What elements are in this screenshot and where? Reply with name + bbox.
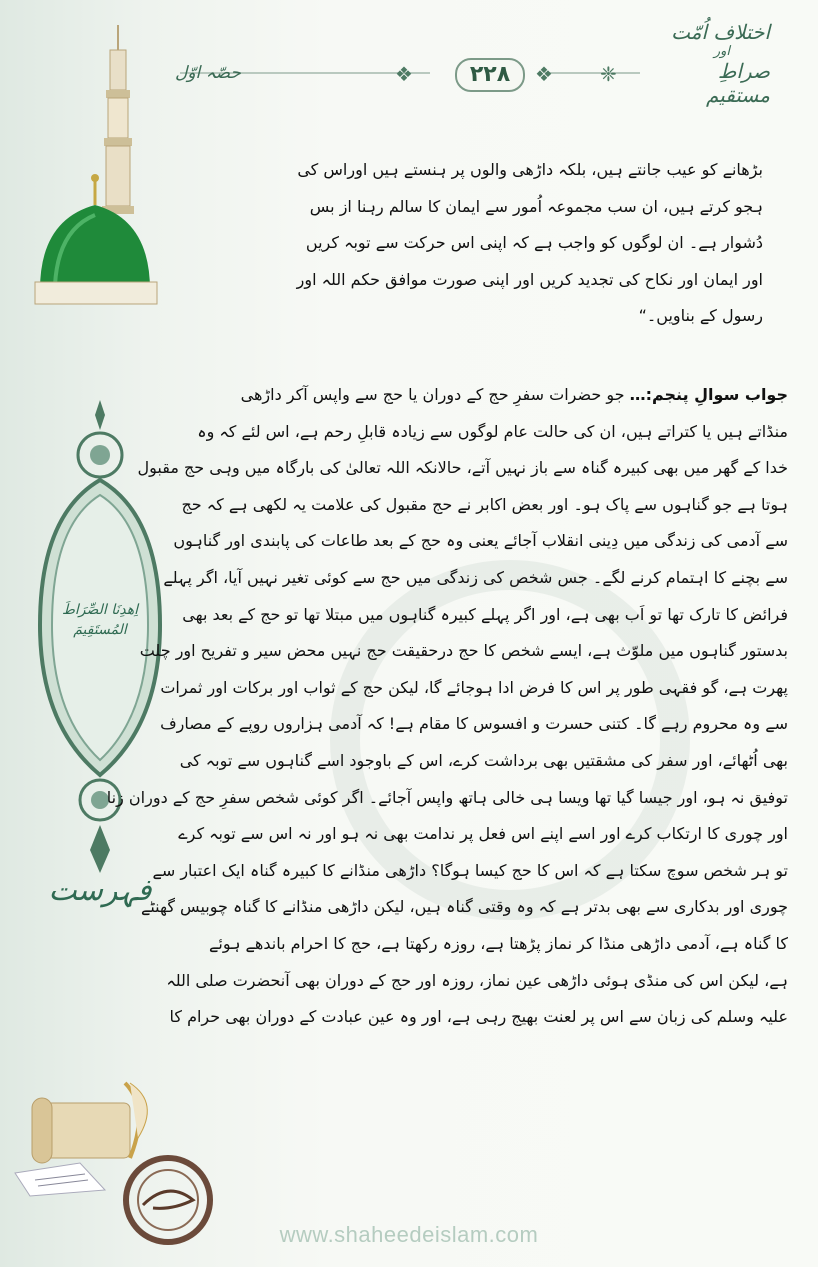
toc-link[interactable]: فہرست bbox=[48, 873, 152, 908]
text-line bbox=[208, 377, 788, 414]
ornament-icon: ❖ bbox=[535, 62, 553, 86]
text-line: تو ہر شخص سوچ سکتا ہے کہ اس کا حج کیسا ہوگا؟ داڑھی منڈانے کا کبیرہ گناہ ایک اعتبار سے bbox=[152, 860, 788, 880]
text-line: سے آدمی کی زندگی میں دِینی انقلاب آجائے یعنی وہ حج کے بعد طاعات کی پابندی اور گناہوں bbox=[173, 531, 788, 551]
text-line: توفیق نہ ہو، اور جیسا گیا تھا ویسا ہی خالی ہاتھ واپس آجائے۔ اگر کوئی شخص سفرِ حج کے دوران زنا bbox=[106, 787, 788, 807]
text-line: فرائض کا تارک تھا تو اَب بھی ہے، اور اگر پہلے کبیرہ گناہوں میں مبتلا تھا تو حج کے بعد بھی bbox=[182, 604, 788, 624]
answer-paragraph bbox=[106, 377, 788, 1036]
text-line: بھی اُٹھائے، اور سفر کی مشقتیں بھی برداشت کرے، اس کے باوجود اسے گناہوں سے توبہ کی bbox=[179, 750, 788, 770]
mosque-dome-icon bbox=[20, 20, 170, 310]
text-line: دُشوار ہے۔ ان لوگوں کو واجب ہے کہ اپنی اس حرکت سے توبہ کریں bbox=[305, 233, 763, 252]
answer-label: جواب سوالِ پنجم:… bbox=[629, 385, 788, 404]
text-line: ہجو کرتے ہیں، ان سب مجموعہ اُمور سے ایمان کا سالم رہنا از بس bbox=[309, 196, 763, 216]
text-line: بڑھانے کو عیب جانتے ہیں، بلکہ داڑھی والوں پر ہنستے ہیں اوراس کی bbox=[297, 160, 763, 179]
text-line: علیہ وسلم کی زبان سے اس پر لعنت بھیج رہی ہے، اور وہ عین عبادت کے دوران بھی حرام کا bbox=[169, 1007, 788, 1027]
text-line: کا گناہ ہے، آدمی داڑھی منڈا کر نماز پڑھتا ہے، روزہ رکھتا ہے، حج کا احرام باندھے ہوئے bbox=[208, 933, 788, 953]
text-line: ہوتا ہے جو گناہوں سے پاک ہو۔ اور بعض اکابر نے حج مقبول کی علامت یہ لکھی ہے کہ حج bbox=[181, 494, 788, 514]
footer-url[interactable]: www.shaheedeislam.com bbox=[279, 1222, 539, 1247]
book-title-line2: اور bbox=[713, 44, 730, 59]
ornament-icon: ❖ bbox=[395, 62, 413, 86]
text-line: ہے، لیکن اس کی منڈی ہوئی داڑھی عین نماز، روزہ اور حج کے دوران بھی آنحضرت صلی اللہ bbox=[166, 970, 788, 990]
quoted-paragraph bbox=[228, 152, 763, 335]
text-line: اور چوری کا ارتکاب کرے اور اسے اپنے اس فعل پر ندامت بھی نہ ہو اور نہ اس سے توبہ کرے bbox=[178, 824, 788, 844]
page-number: ۲۲۸ bbox=[455, 58, 525, 92]
text-line: منڈاتے ہیں یا کتراتے ہیں، ان کی حالت عام لوگوں سے زیادہ قابلِ رحم ہے، اس لئے کہ وہ bbox=[197, 421, 788, 441]
text-line: بدستور گناہوں میں ملوّث ہے، ایسے شخص کا حج درحقیقت حج نہیں محض سیر و تفریح اور چلت bbox=[139, 641, 788, 661]
text-line: چوری اور بدکاری سے بھی بدتر ہے کہ وہ وقتی گناہ ہیں، لیکن داڑھی منڈانے کا گناہ چوبیس گھنٹے bbox=[140, 897, 788, 917]
text-line: پھرت ہے، گو فقہی طور پر اس کا فرض ادا ہوجائے گا، لیکن حج کے ثواب اور برکات اور ثمرات bbox=[160, 677, 788, 697]
text-line: خدا کے گھر میں بھی کبیرہ گناہ سے باز نہیں آتے، حالانکہ اللہ تعالیٰ کی بارگاہ میں وہی حج مقبول bbox=[137, 458, 788, 478]
header-rule-right bbox=[545, 72, 640, 74]
text-line: رسول کے بناویں۔“ bbox=[638, 306, 763, 325]
answer-first-line: جو حضرات سفرِ حج کے دوران یا حج سے واپس آکر داڑھی bbox=[240, 385, 630, 404]
book-title-line1: اختلاف اُمّت bbox=[671, 20, 770, 44]
text-line: سے بچنے کا اہتمام کرنے لگے۔ جس شخص کی زندگی میں حج سے کوئی تغیر نہیں آیا، اگر پہلے bbox=[163, 567, 788, 587]
book-title-line3: صراطِ مستقیم bbox=[705, 59, 770, 107]
medallion-text: اِهدِنَا الصِّرَاطَ المُستَقِيمَ bbox=[61, 602, 139, 638]
text-line: سے وہ محروم رہے گا۔ کتنی حسرت و افسوس کا مقام ہے! کہ آدمی ہزاروں روپے کے مصارف bbox=[160, 714, 788, 734]
section-label: حصّہ اوّل bbox=[175, 63, 241, 83]
text-line: اور ایمان اور نکاح کی تجدید کریں اور اپنی صورت موافق حکم اللہ اور bbox=[296, 269, 763, 289]
book-title bbox=[650, 20, 770, 107]
ornament-icon: ❈ bbox=[600, 62, 617, 86]
